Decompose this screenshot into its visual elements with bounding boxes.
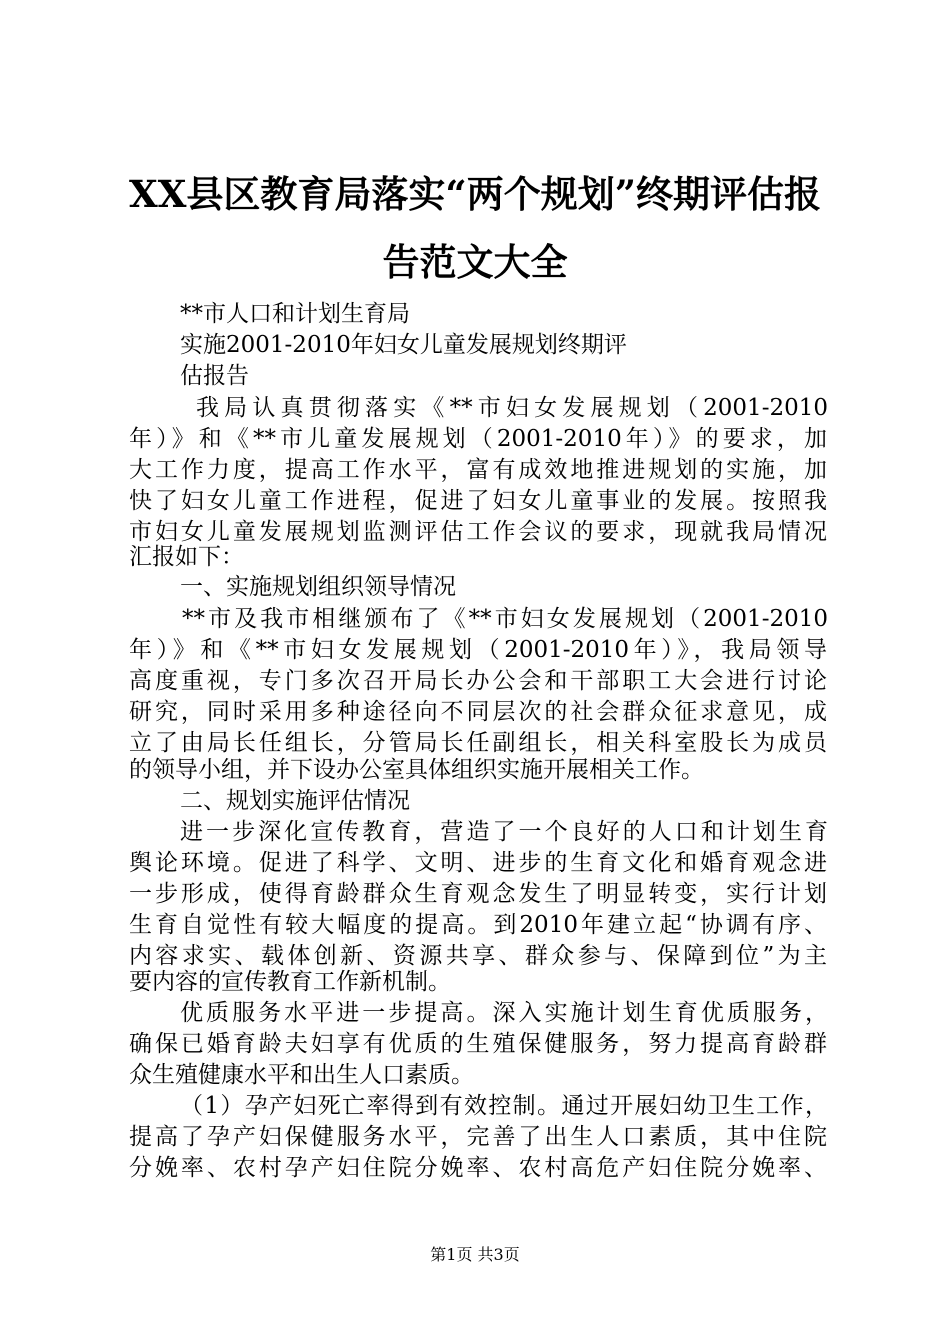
body-line: 生育自觉性有较大幅度的提高。到2010年建立起“协调有序、 [129,912,827,938]
body-line: 优质服务水平进一步提高。深入实施计划生育优质服务， [180,1000,828,1026]
issuer-line: **市人口和计划生育局 [180,301,410,327]
subtitle-line-2: 估报告 [180,363,249,389]
document-title-line-1: XX县区教育局落实“两个规划”终期评估报 [129,172,821,216]
body-line: 要内容的宣传教育工作新机制。 [129,969,451,995]
body-line: **市及我市相继颁布了《**市妇女发展规划（2001-2010 [182,606,828,632]
body-line: 高度重视，专门多次召开局长办公会和干部职工大会进行讨论 [129,668,827,694]
body-line: 提高了孕产妇保健服务水平，完善了出生人口素质，其中住院 [129,1124,827,1150]
body-line: 一步形成，使得育龄群众生育观念发生了明显转变，实行计划 [129,881,827,907]
body-line: 众生殖健康水平和出生人口素质。 [129,1062,474,1088]
section-heading-2: 二、规划实施评估情况 [180,788,410,814]
body-line: 汇报如下： [129,544,244,570]
body-line: 内容求实、载体创新、资源共享、群众参与、保障到位”为主 [129,943,827,969]
body-line: 舆论环境。促进了科学、文明、进步的生育文化和婚育观念进 [129,850,827,876]
document-title-line-2: 告范文大全 [382,240,568,284]
subtitle-line-1: 实施2001-2010年妇女儿童发展规划终期评 [180,332,627,358]
body-line: 年）》和《**市儿童发展规划（2001-2010年）》的要求，加 [129,426,827,452]
body-line: 年）》和《**市妇女发展规划（2001-2010年）》，我局领导 [129,637,827,663]
body-line: 我局认真贯彻落实《**市妇女发展规划（2001-2010 [196,395,828,421]
page-number-footer: 第1页 共3页 [430,1245,520,1264]
body-line: 市妇女儿童发展规划监测评估工作会议的要求，现就我局情况 [129,519,827,545]
body-line: （1）孕产妇死亡率得到有效控制。通过开展妇幼卫生工作， [180,1093,828,1119]
body-line: 研究，同时采用多种途径向不同层次的社会群众征求意见，成 [129,699,827,725]
body-line: 立了由局长任组长，分管局长任副组长，相关科室股长为成员 [129,730,827,756]
body-line: 的领导小组，并下设办公室具体组织实施开展相关工作。 [129,757,704,783]
section-heading-1: 一、实施规划组织领导情况 [180,574,456,600]
body-line: 快了妇女儿童工作进程，促进了妇女儿童事业的发展。按照我 [129,488,827,514]
body-line: 确保已婚育龄夫妇享有优质的生殖保健服务，努力提高育龄群 [129,1031,827,1057]
body-line: 大工作力度，提高工作水平，富有成效地推进规划的实施，加 [129,457,827,483]
body-line: 分娩率、农村孕产妇住院分娩率、农村高危产妇住院分娩率、 [129,1155,827,1181]
body-line: 进一步深化宣传教育，营造了一个良好的人口和计划生育 [180,819,828,845]
